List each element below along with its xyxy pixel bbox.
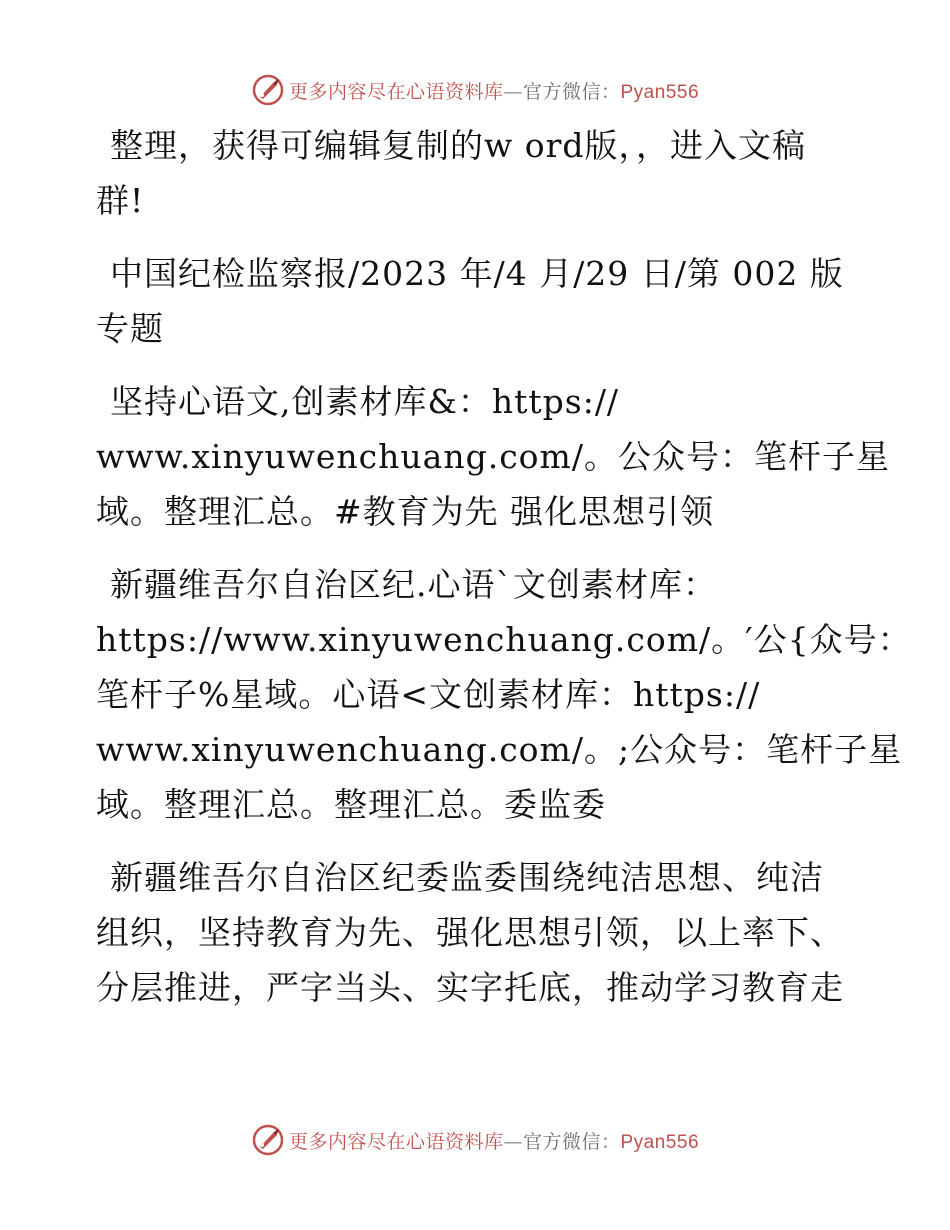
header-dash: — [503,80,523,103]
text-line: 新疆维吾尔自治区纪委监委围绕纯洁思想、纯洁 [110,858,824,897]
paragraph-3 [96,374,890,539]
text-line: 群! [96,181,145,220]
footer-wechat-label: 官方微信： [522,1130,621,1153]
footer-wechat-id: Pyan556 [620,1131,700,1153]
header-wechat-label: 官方微信： [522,80,621,103]
text-line: 组织，坚持教育为先、强化思想引领，以上率下、 [96,913,844,952]
footer-dash: — [503,1130,523,1153]
footer-brand: 更多内容尽在心语资料库 [288,1130,504,1153]
paragraph-5 [96,850,856,1015]
quill-logo-icon [251,73,285,107]
text-line: 中国纪检监察报/2023 年/4 月/29 日/第 002 版 [110,254,844,293]
paragraph-1 [96,118,856,228]
text-line: 笔杆子%星域。心语<文创素材库：https:// [96,675,761,714]
footer-banner [0,1120,950,1160]
header-wechat-id: Pyan556 [620,81,700,103]
text-line: www.xinyuwenchuang.com/。公众号：笔杆子星 [96,437,890,476]
text-line: 域。整理汇总。整理汇总。委监委 [96,785,606,824]
header-brand: 更多内容尽在心语资料库 [288,80,504,103]
text-line: 分层推进，严字当头、实字托底，推动学习教育走 [96,968,844,1007]
paragraph-4 [96,557,912,832]
text-line: 整理，获得可编辑复制的w ord版，，进入文稿 [110,126,807,165]
header-banner-text [289,77,699,104]
quill-logo-icon [251,1123,285,1157]
text-line: 域。整理汇总。#教育为先 强化思想引领 [96,492,715,531]
text-line: https://www.xinyuwenchuang.com/。′公{众号： [96,620,912,659]
footer-banner-text [289,1127,699,1154]
text-line: 坚持心语文,创素材库&：https:// [110,382,620,421]
paragraph-2 [96,246,856,356]
text-line: www.xinyuwenchuang.com/。;公众号：笔杆子星 [96,730,903,769]
text-line: 新疆维吾尔自治区纪.心语`文创素材库： [110,565,717,604]
text-line: 专题 [96,309,164,348]
header-banner [0,70,950,110]
document-body [96,118,912,1033]
